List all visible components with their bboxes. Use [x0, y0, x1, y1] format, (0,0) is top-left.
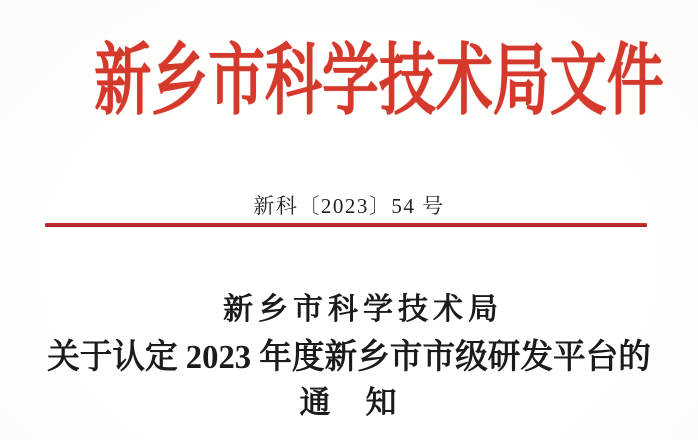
notice-label: 通 知: [299, 385, 399, 420]
document-reference-number: 新科〔2023〕54 号: [253, 194, 445, 218]
issuing-agency-line: 新乡市科学技术局: [223, 293, 503, 326]
notice-subject-line: 关于认定 2023 年度新乡市市级研发平台的: [47, 339, 651, 376]
document-masthead-title: 新乡市科学技术局文件: [94, 37, 664, 124]
